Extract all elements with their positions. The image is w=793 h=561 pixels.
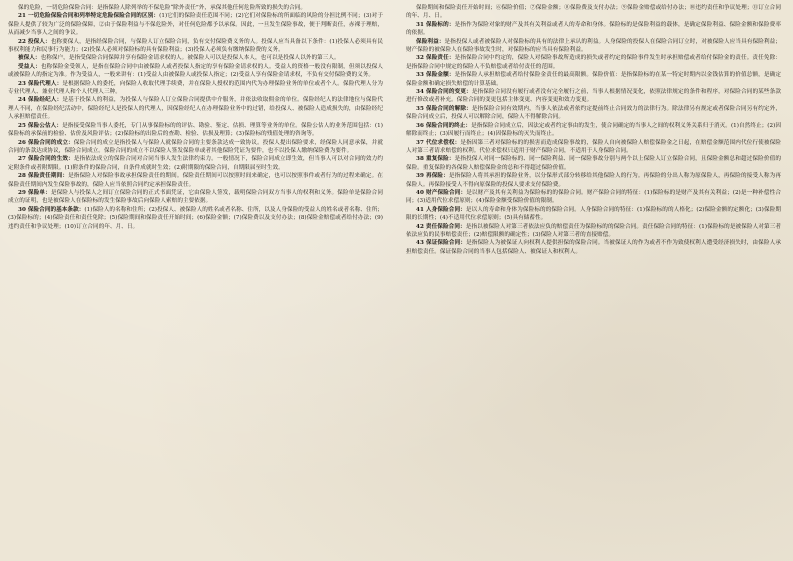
paragraph-heading: 35 保险合同的解除：: [416, 105, 472, 112]
paragraph-text: 是指保险人将其承担的保险业务，以分保形式部分转移给其他保险人的行为。再保险的分出人称为原保险人，再保险的接受人称为再保险人。再保险接受人不得向原保险的投保人要求支付保险费。: [406, 173, 781, 188]
paragraph-text: 是以财产及其有关利益为保险标的的保险合同。财产保险合同的特征：(1)保险标的是财产及其有关利益；(2)是一种补偿性合同；(3)适用代位求偿原则；(4)保险金额受保险价值的限制。: [406, 189, 781, 205]
paragraph: [406, 54, 781, 71]
paragraph-heading: 37 代位求偿权：: [416, 139, 461, 146]
paragraph-text: 是指保险合同成立后，因法定或者约定事由的发生，使合同确定的当事人之间的权利义务关系归于消灭。(1)自然终止；(2)因解除而终止；(3)因履行而终止；(4)因保险标的灭失而终止。: [406, 122, 781, 138]
paragraph-heading: 30 保险合同的基本条款：: [18, 206, 85, 213]
paragraph-text: 是指保险人为被保证人向权利人提供担保的保险合同。当被保证人的作为或者不作为致使权利人遭受经济损失时，由保险人承担赔偿责任。保证保险合同的当事人包括保险人、被保证人和权利人。: [406, 240, 781, 255]
paragraph-text: 是指作为保险对象的财产及其有关利益或者人的寿命和身体。保险标的是保险利益的载体，是确定保险利益、保险金额和保险费率的依据。: [406, 21, 781, 37]
paragraph-heading: 34 保险合同的变更：: [416, 89, 472, 96]
paragraph-heading: 23 保险代理人：: [18, 80, 63, 87]
paragraph-heading: 32 保险责任：: [416, 55, 455, 62]
paragraph-text: 是基于投保人的利益，为投保人与保险人订立保险合同提供中介服务，并依法收取佣金的单位。保险经纪人的法律地位与保险代理人不同，在保险经纪活动中，保险经纪人是投保人的代理人，因保险经纪人在办理保险业务中的过错，给投保人、被保险人造成损失的，由保险经纪人承担赔偿责任。: [8, 97, 383, 121]
paragraph-text: 是保险人与投保人之间订立保险合同的正式书面凭证，它由保险人签发，载明保险合同双方当事人的权利和义务。保险单是保险合同成立的证明，也是被保险人在保险标的发生保险事故后向保险人索赔的主要依据。: [8, 189, 383, 205]
paragraph-text: 是指因第三者对保险标的的损害而造成保险事故的，保险人自向被保险人赔偿保险金之日起，在赔偿金额范围内代位行使被保险人对第三者请求赔偿的权利。代位求偿权只适用于财产保险合同，不适用于人身保险合同。: [406, 139, 781, 154]
paragraph-heading: 21 一切危险保险合同和列举特定危险保险合同的区别：: [18, 13, 160, 20]
paragraph-heading: 27 保险合同的生效：: [18, 156, 74, 163]
paragraph: [406, 206, 781, 223]
paragraph-text: 是指保险合同没有履行或者没有完全履行之前，当事人根据情况变化，依照法律规定的条件和程序，对保险合同的某些条款进行修改或者补充。保险合同的变更包括主体变更、内容变更和效力变更。: [406, 89, 781, 104]
paragraph: [8, 122, 383, 139]
paragraph-heading: 39 再保险：: [416, 173, 449, 180]
paragraph-text: 是指保险人承担赔偿或者给付保险金责任的最高限额。保险价值：是指保险标的在某一特定时期内以金钱估算的价值总额，是确定保险金额和确定损失赔偿的计算基础。: [406, 72, 781, 87]
paragraph: [8, 4, 383, 12]
paragraph-text: 也称保险金受领人，是指在保险合同中由被保险人或者投保人指定的享有保险金请求权的人。受益人的资格一般没有限制，但须以投保人或被保险人的指定为准。作为受益人，一般来讲有：(1)受益人由被保险人或投保人指定；(2)受益人享有保险金请求权，不负有交付保险费的义务。: [8, 63, 383, 79]
paragraph-text: (1)保险人的名称和住所；(2)投保人、被保险人的姓名或者名称、住所，以及人身保险的受益人的姓名或者名称、住所；(3)保险标的；(4)保险责任和责任免除；(5)保险期间和保险责任开始时间；(6)保险金额；(7)保险费以及支付办法；(8)保险金赔偿或者给付办法；(9)违约责任和争议处理；(10)订立合同的年、月、日。: [8, 206, 383, 230]
paragraph: [406, 71, 781, 88]
paragraph-heading: 41 人身保险合同：: [416, 206, 466, 213]
paragraph: [8, 206, 383, 231]
paragraph-text: 是指保险人对保险事故承担保险责任的期间。保险责任期间可以按照时间来确定，也可以按照事件或者行为的过程来确定。在保险责任期间内发生保险事故的，保险人应当依照合同约定承担保险责任。: [8, 173, 383, 188]
paragraph-heading: 42 责任保险合同：: [416, 223, 466, 230]
paragraph-text: (1)它们的保险责任范围不同；(2)它们对保险标的所面临的风险的分担比例不同；(3)对于保险人提供了较为广泛的保险保障，②由于保险利益与不保危险外，对任何危险都予以承保。因此，一旦发生保险事故，便于判断责任，赤裸于理赔，从而减少当事人之间的争议。: [8, 13, 383, 37]
paragraph-heading: 31 保险标的：: [416, 21, 455, 28]
paragraph: [406, 223, 781, 240]
right-column: [406, 4, 781, 557]
paragraph-heading: 36 保险合同的终止：: [416, 122, 472, 129]
paragraph: [8, 12, 383, 37]
paragraph-text: 保险期间和保险责任开始时间；⑥保险价值；⑦保险金额；⑧保险费及支付办法；⑨保险金赔偿或给付办法；⑩违约责任和争议处理；⑪订立合同的年、月、日。: [406, 5, 781, 20]
paragraph: [8, 139, 383, 156]
paragraph: [406, 105, 781, 122]
paragraph: [8, 96, 383, 121]
paragraph-heading: 28 保险责任期间：: [18, 173, 69, 180]
paragraph-heading: 保险利益：: [416, 38, 445, 45]
paragraph-text: 是指保险合同中约定的，保险人对保险事故所造成的损失或者约定的保险事件发生时承担赔偿或者给付保险金的责任。责任免除：是指保险合同中规定的保险人不负赔偿或者给付责任的范围。: [406, 55, 781, 70]
paragraph-heading: 43 保证保险合同：: [416, 240, 467, 247]
paragraph: [406, 88, 781, 105]
paragraph: [8, 38, 383, 55]
paragraph-text: 保的危险，一切危险保险合同：是指保险人除列举的不保危险“除外责任”外，承保其他任何危险所致的损失的合同。: [18, 5, 307, 11]
paragraph-text: 也称要保人，是指经保险合同，与保险人订立保险合同，负有交付保险费义务的人。投保人应当具备以下条件：(1)投保人必须具有民事权利能力和民事行为能力；(2)投保人必须对保险标的具有保险利益；(3)投保人必须负有缴纳保险费的义务。: [8, 38, 383, 54]
paragraph-heading: 22 投保人：: [18, 38, 51, 45]
paragraph-heading: 被保人：: [18, 55, 41, 62]
paragraph-heading: 38 重复保险：: [416, 156, 455, 163]
paragraph-text: 是指以被保险人对第三者依法应负的赔偿责任为保险标的的保险合同。责任保险合同的特征：(1)保险标的是被保险人对第三者依法应负的民事赔偿责任；(2)赔偿限额的确定性；(3)保险人对第三者的直接赔偿。: [406, 223, 781, 238]
paragraph-heading: 26 保险合同的成立：: [18, 139, 74, 146]
paragraph: [406, 155, 781, 172]
paragraph: [8, 155, 383, 172]
paragraph: [406, 139, 781, 156]
paragraph-heading: 40 财产保险合同：: [416, 189, 467, 196]
paragraph: [406, 21, 781, 38]
paragraph: [406, 122, 781, 139]
paragraph-text: 是指接受保险当事人委托，专门从事保险标的的评估、勘验、鉴定、估损、理算等业务的单位。保险公估人的业务范围包括：(1)保险标的承保前的检验、估价及风险评估；(2)保险标的出险后的查勘、检验、估损及理算；(3)保险标的残值处理的咨询等。: [8, 122, 383, 138]
paragraph: [8, 54, 383, 62]
left-column: [8, 4, 383, 557]
paragraph-text: 是指保险合同有效期内，当事人依法或者依约定提前终止合同效力的法律行为。除法律另有规定或者保险合同另有约定外，保险合同成立后，投保人可以解除合同，保险人不得解除合同。: [406, 105, 781, 121]
paragraph: [8, 172, 383, 189]
paragraph: [8, 63, 383, 80]
paragraph: [406, 4, 781, 21]
paragraph: [8, 189, 383, 206]
paragraph-text: 是指投保人对同一保险标的、同一保险利益、同一保险事故分别与两个以上保险人订立保险合同，且保险金额总和超过保险价值的保险。重复保险的各保险人赔偿保险金的总和不得超过保险价值。: [406, 156, 781, 171]
paragraph-heading: 33 保险金额：: [416, 72, 455, 79]
paragraph: [406, 172, 781, 189]
paragraph-heading: 29 保险单：: [18, 189, 51, 196]
paragraph: [406, 189, 781, 206]
paragraph-heading: 24 保险经纪人：: [18, 97, 63, 104]
paragraph-heading: 25 保险公估人：: [18, 122, 63, 129]
paragraph-text: 是根据保险人的委托，向保险人收取代理手续费，并在保险人授权的范围内代为办理保险业务的单位或者个人。保险代理人分为专业代理人、兼业代理人和个人代理人三种。: [8, 80, 383, 96]
paragraph-text: 是以人的寿命和身体为保险标的的保险合同。人身保险合同的特征：(1)保险标的的人格化；(2)保险金额的定额化；(3)保险期限的长期性；(4)不适用代位求偿原则；(5)具有储蓄性。: [406, 206, 781, 222]
paragraph: [406, 38, 781, 55]
paragraph-text: 是指投保人或者被保险人对保险标的具有的法律上承认的利益。人身保险的投保人在保险合同订立时，对被保险人应当具有保险利益；财产保险的被保险人在保险事故发生时，对保险标的应当具有保险利益。: [406, 38, 781, 54]
paragraph-text: 也称保户，是指受保险合同保障并享有保险金请求权的人。被保险人可以是投保人本人，也可以是投保人以外的第三人。: [40, 55, 340, 62]
paragraph-text: 是指依法成立的保险合同对合同当事人发生法律约束力。一般情况下，保险合同成立即生效，但当事人可以对合同的效力约定附条件或者附期限。(1)附条件的保险合同，自条件成就时生效；(2)附期限的保险合同，自期限届至时生效。: [8, 156, 383, 171]
paragraph-text: 保险合同的成立是指投保人与保险人就保险合同的主要条款达成一致协议。投保人提出保险要求，经保险人同意承保，并就合同的条款达成协议，保险合同成立。保险合同的成立不以保险人签发保险单或者其他保险凭证为要件，也不以投保人缴纳保险费为要件。: [8, 139, 383, 154]
paragraph-heading: 受益人：: [18, 63, 41, 70]
paragraph: [406, 239, 781, 256]
paragraph: [8, 80, 383, 97]
